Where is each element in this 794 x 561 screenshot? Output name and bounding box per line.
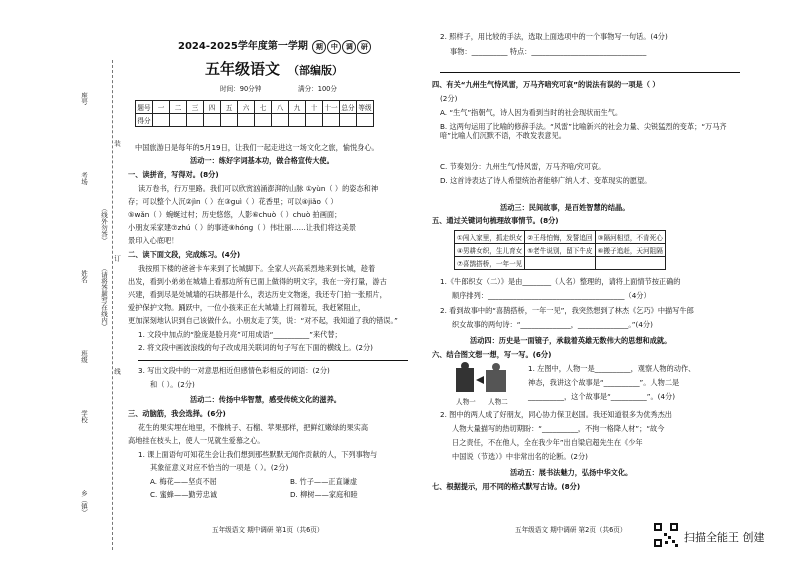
plot-item: ②王母怕悔，发誓追回 <box>525 231 595 244</box>
q3-sub: 2. 照样子，用比较的手法，选取上面选项中的一个事物写一句话。(4分) <box>440 32 668 41</box>
score-cell: 得分 <box>136 114 153 127</box>
edge-town: 乡（镇） <box>80 490 88 516</box>
q6-sub: 神态，我讲这个故事是“__________”。人物二是 <box>528 378 680 387</box>
q2-para: 出发，看到小弟弟在城墙上看那边所有已面上做得的明文字，我在一旁打量，游古 <box>128 277 387 286</box>
answer-line[interactable] <box>138 360 408 361</box>
edge-zhuang: 装 <box>113 140 121 147</box>
plot-item <box>525 257 595 270</box>
q6-sub: 2. 图中的两人成了好朋友，同心协力保卫赵国。我还知道很多为优秀杰出 <box>440 410 672 419</box>
score-table-blank-row <box>136 114 374 127</box>
score-cell: 二 <box>170 101 187 114</box>
activity-1: 活动一：练好字词基本功，做合格宣传大使。 <box>190 156 334 165</box>
score-table-header-row <box>136 101 374 114</box>
option-c: C. 蜜蜂——勤劳忠诚 <box>150 490 218 499</box>
score-cell: 总分 <box>340 101 357 114</box>
q6-sub: 人物大量描写的热切期盼：“__________，不拘一格降人材”；“故今 <box>452 424 665 433</box>
q2-sub: 3. 写出文段中的一对意思相近但感情色彩相反的词语：(2分) <box>138 366 330 375</box>
q5-sub: 顺序排列：______________________________________（4分） <box>452 291 651 300</box>
seal-char: 中 <box>327 40 341 54</box>
q6-heading: 六、结合图文想一想，写一写。(6分) <box>432 350 552 359</box>
q3-heading: 三、动脑筋，我会选择。(6分) <box>128 409 226 418</box>
plot-item <box>595 257 665 270</box>
score-cell: 十一 <box>323 101 340 114</box>
edge-school: 学校 <box>80 410 88 423</box>
option-b: B. 这两句运用了比喻的修辞手法。“风雷”比喻新兴的社会力量、尖锐猛烈的变革；“万马齐喑”比喻人们沉默不语，不敢发表意见。 <box>440 122 727 140</box>
score-cell: 三 <box>187 101 204 114</box>
figure-label-1: 人物一 <box>456 398 476 406</box>
q1-line: 存；可以整个人沉②jìn（ ）在③guì（ ）花香里；可以④jiǎo（ ） <box>128 197 338 206</box>
q5-sub: 2. 看到故事中的“喜鹊搭桥，一年一见”，我突然想到了林杰《乞巧》中描写牛郎 <box>440 306 694 315</box>
q6-sub: 1. 左图中，人物一是__________，观察人物的动作、 <box>528 364 696 373</box>
q3-sub: 1. 课上面语句可知花生会让我们想到那些默默无闻作贡献的人，下列事物与 <box>138 450 378 459</box>
edge-ding: 订 <box>113 255 121 262</box>
q2-para: 我按照下楼的爸爸卡车来到了长城脚下。全家人兴高采烈地来到长城，趁着 <box>138 264 376 273</box>
score-cell: 十 <box>306 101 323 114</box>
edge-name: 姓名 <box>80 270 88 283</box>
edge-xian: 线 <box>113 368 121 375</box>
q6-sub: 中国说（节选）》中非常出名的论断。(2分) <box>452 452 588 461</box>
score-cell: 等级 <box>357 101 374 114</box>
score-table <box>135 100 374 127</box>
score-cell: 六 <box>238 101 255 114</box>
q2-sub: 和（ ）。(2分) <box>150 380 195 389</box>
plot-item: ④男耕女织，生儿育女 <box>455 244 525 257</box>
q1-line: 景印入心底吧！ <box>128 236 179 245</box>
plot-item: ⑦喜鹊搭桥，一年一见 <box>455 257 525 270</box>
score-cell: 题号 <box>136 101 153 114</box>
seal-char: 调 <box>342 40 356 54</box>
score-cell: 九 <box>289 101 306 114</box>
activity-2: 活动二：传扬中华智慧，感受传统文化的滋养。 <box>190 395 341 404</box>
intro-text: 中国旅游日是每年的5月19日，让我们一起走进这一场文化之旅，愉悦身心。 <box>135 143 379 152</box>
activity-3: 活动三：民间故事，是百姓智慧的结晶。 <box>500 203 630 212</box>
q2-para: 更加深刻地认识到自己该做什么。小朋友走了笑，说：“对不起，我知道了我的错误。” <box>128 316 398 325</box>
history-figure-image <box>454 362 516 402</box>
q1-line: 读万卷书，行万里路。我们可以欣赏汹涌澎湃的山脉 ①yùn（ ）的姿态和神 <box>138 184 379 193</box>
q3-answer: 事物：__________ 特点：________________________________ <box>450 47 647 56</box>
option-b: B. 竹子——正直谦虚 <box>290 477 358 486</box>
q5-sub: 1.《牛郎织女（二）》是由________（人名）整理的，请将上面情节按正确的 <box>440 277 681 286</box>
plot-box <box>454 230 666 270</box>
q3-para: 花生的果实埋在地里，不像桃子、石榴、苹果那样，把鲜红嫩绿的果实高 <box>138 423 369 432</box>
score-cell: 五 <box>221 101 238 114</box>
edge-note2: （请将答题写在线内） <box>100 265 108 330</box>
plot-item: ⑥搬子追赶，天河阻隔 <box>595 244 665 257</box>
q7-heading: 七、根据提示，用不同的格式默写古诗。(8分) <box>432 482 581 491</box>
seal-char: 期 <box>312 40 326 54</box>
scanner-watermark: 扫描全能王 创建 <box>684 531 765 544</box>
q4-heading: 四、有关“九州生气恃风雷，万马齐喑究可哀”的说法有误的一项是（ ） <box>432 80 660 89</box>
plot-item: ③隔河相望，不肯死心 <box>595 231 665 244</box>
plot-item: ⑤老牛说别，留下牛皮 <box>525 244 595 257</box>
q3-sub: 其象征意义对应不恰当的一项是（ ）。(2分) <box>150 463 289 472</box>
exam-time: 时间：90分钟 <box>220 85 262 93</box>
q3-para: 高地挂在枝头上，使人一见就生爱慕之心。 <box>128 436 265 445</box>
seal-char: 研 <box>357 40 371 54</box>
option-c: C. 节奏划分：九州生气/恃风雷，万马齐喑/究可哀。 <box>440 162 606 171</box>
edge-room: 考场 <box>80 172 88 185</box>
q5-heading: 五、通过关键词句梳理故事情节。(8分) <box>432 216 559 225</box>
edge-class: 班级 <box>80 350 88 363</box>
exam-title: 五年级语文 （部编版） <box>205 60 344 78</box>
score-cell: 一 <box>153 101 170 114</box>
q2-para: 兴建，看到尽是处城墙的石块都是什么，表达历史文物迷，我还专门拍一张照片， <box>128 290 387 299</box>
q1-line: ⑤wǎn（ ）蜿蜒过村；历史悠悠，人影⑥chuò（ ）chuò 拍画面； <box>128 210 342 219</box>
edge-seat: 座号 <box>80 92 88 105</box>
exam-score: 满分：100分 <box>298 85 337 93</box>
plot-item: ①闯入家里，抓走织女 <box>455 231 525 244</box>
qr-code-icon <box>653 522 679 548</box>
page-footer-left: 五年级语文 期中调研 第1页（共6页） <box>212 526 324 534</box>
option-d: D. 柳树——家庭和睦 <box>290 490 358 499</box>
q6-sub: 日之责任，不在他人，全在我少年”出自梁启超先生在《少年 <box>452 438 643 447</box>
edge-note1: （线外勿答） <box>100 205 108 244</box>
score-cell: 七 <box>255 101 272 114</box>
answer-line[interactable] <box>440 72 740 73</box>
score-cell: 四 <box>204 101 221 114</box>
activity-4: 活动四：历史是一面镜子，承载着英雄无数伟大的思想和成就。 <box>470 336 672 345</box>
option-d: D. 这首诗表达了诗人希望统治者能够广纳人才、变革现实的愿望。 <box>440 176 652 185</box>
page-footer-right: 五年级语文 期中调研 第2页（共6页） <box>515 526 627 534</box>
q2-heading: 二、读下面文段，完成练习。(4分) <box>128 250 241 259</box>
q2-sub: 2. 将文段中画波浪线的句子改成用关联词的句子写在下面的横线上。(2分) <box>138 343 373 352</box>
q6-sub: __________，这个故事是“__________”。(4分) <box>528 392 676 401</box>
exam-year: 2024-2025学年度第一学期 期 中 调 研 <box>178 40 371 54</box>
option-a: A. “生气”指朝气，诗人因为看到当时的社会现状而生气。 <box>440 108 623 117</box>
q4-points: (2分) <box>440 94 458 103</box>
q2-sub: 1. 文段中加点的“脸庞是脸月亮”可用成语“__________”来代替； <box>138 330 342 339</box>
activity-5: 活动五：展书法魅力，弘扬中华文化。 <box>510 468 633 477</box>
q2-para: 爱护保护文物。踊跃中，一位小孩来正在大城墙上打闹着玩，我赶紧阻止， <box>128 303 366 312</box>
score-cell: 八 <box>272 101 289 114</box>
q5-sub: 织女故事的两句诗：“______________，______________。”(4分) <box>452 320 653 329</box>
figure-label-2: 人物二 <box>488 398 508 406</box>
option-a: A. 梅花——坚贞不屈 <box>150 477 217 486</box>
q1-line: 小朋友采家建⑦zhú（ ）的事迹⑧hóng（ ）伟壮丽……让我们将这美景 <box>128 223 357 232</box>
binding-line <box>112 60 113 550</box>
q1-heading: 一、读拼音，写得对。(8分) <box>128 170 219 179</box>
